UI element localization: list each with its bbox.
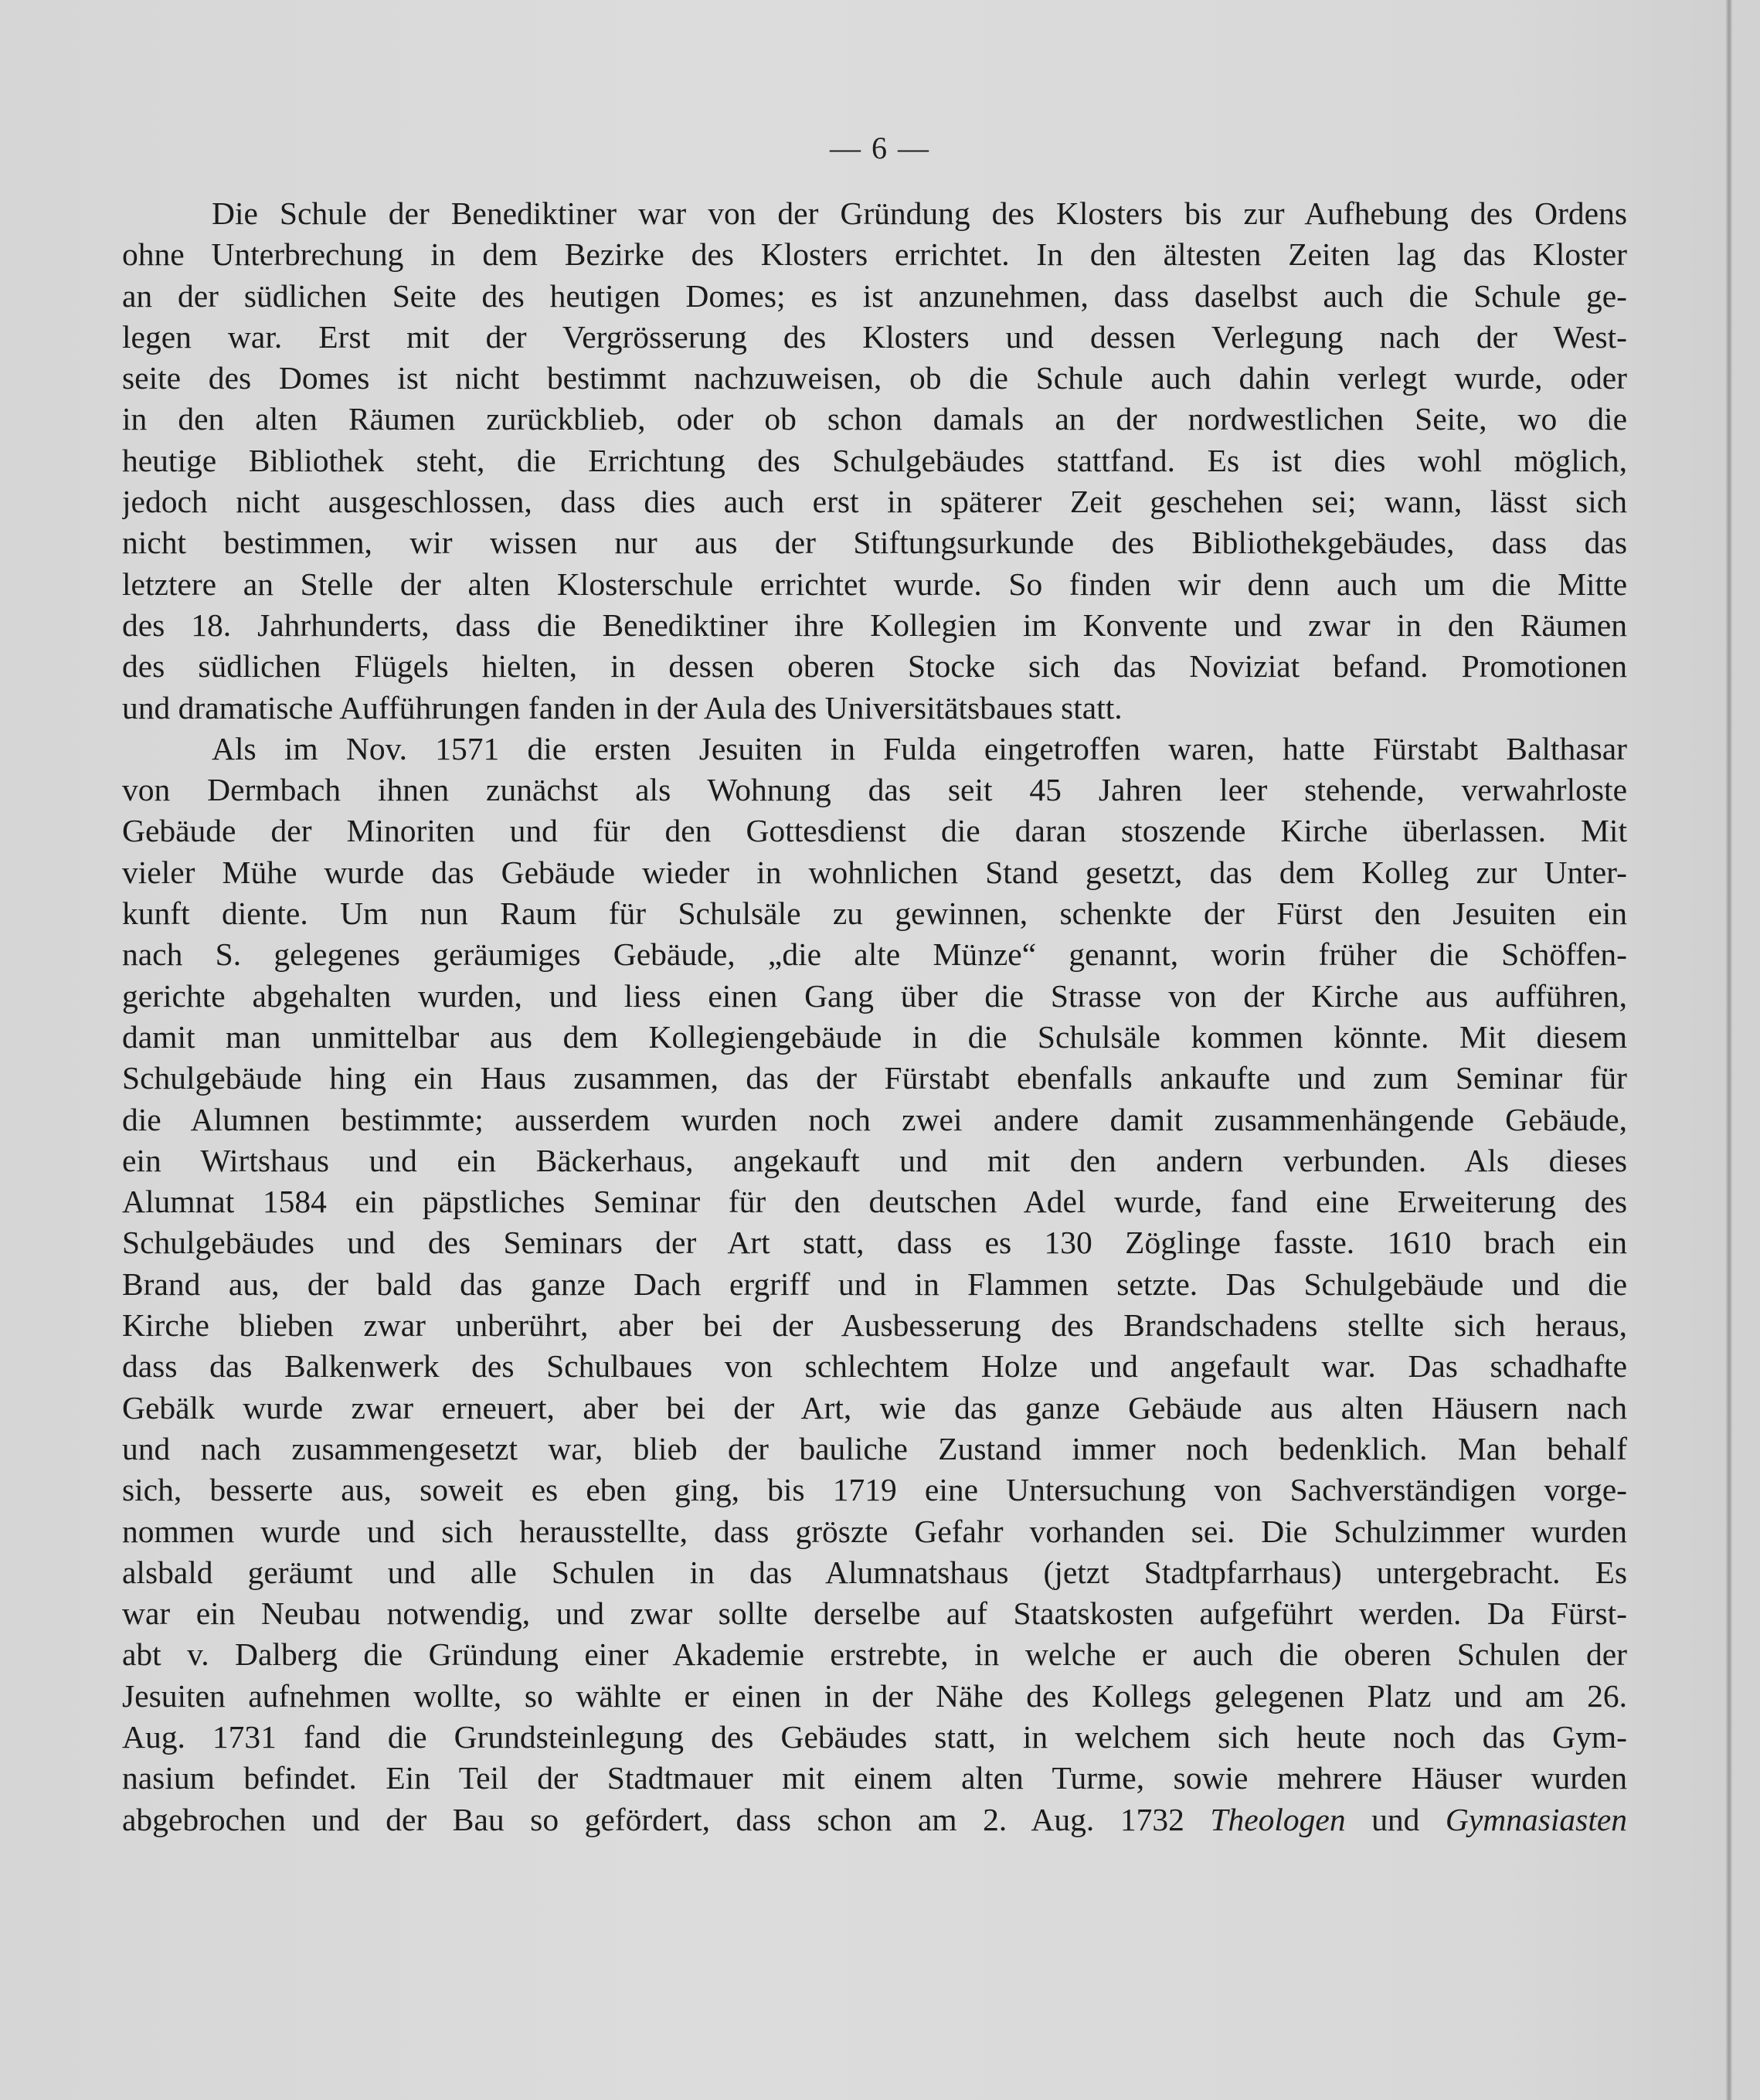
text-line: nasium befindet. Ein Teil der Stadtmauer mit einem alten Turme, sowie mehrere Häuser wurden bbox=[122, 1760, 1627, 1796]
text-line: an der südlichen Seite des heutigen Domes; es ist anzunehmen, dass daselbst auch die Schule ge- bbox=[122, 277, 1627, 314]
text-line: kunft diente. Um nun Raum für Schulsäle zu gewinnen, schenkte der Fürst den Jesuiten ein bbox=[122, 895, 1627, 932]
text-line: Die Schule der Benediktiner war von der Gründung des Klosters bis zur Aufhebung des Ordens bbox=[212, 195, 1627, 231]
text-line: legen war. Erst mit der Vergrösserung des Klosters und dessen Verlegung nach der West- bbox=[122, 318, 1627, 355]
text-line: Schulgebäude hing ein Haus zusammen, das der Fürstabt ebenfalls ankaufte und zum Seminar für bbox=[122, 1060, 1627, 1096]
text-line: vieler Mühe wurde das Gebäude wieder in wohnlichen Stand gesetzt, das dem Kolleg zur Unter- bbox=[122, 854, 1627, 890]
paragraph-1 bbox=[122, 193, 1627, 729]
final-line-text: abgebrochen und der Bau so gefördert, dass schon am 2. Aug. 1732 bbox=[122, 1801, 1184, 1837]
text-line: in den alten Räumen zurückblieb, oder ob schon damals an der nordwestlichen Seite, wo die bbox=[122, 401, 1627, 437]
body-text bbox=[122, 193, 1627, 1840]
text-line: abt v. Dalberg die Gründung einer Akademie erstrebte, in welche er auch die oberen Schulen der bbox=[122, 1636, 1627, 1673]
page-binding-edge bbox=[1726, 0, 1732, 2100]
text-line: des südlichen Flügels hielten, in dessen oberen Stocke sich das Noviziat befand. Promotionen bbox=[122, 648, 1627, 685]
text-line: und dramatische Aufführungen fanden in der Aula des Universitätsbaues statt. bbox=[122, 689, 1123, 725]
text-line: Gebälk wurde zwar erneuert, aber bei der Art, wie das ganze Gebäude aus alten Häusern nach bbox=[122, 1389, 1627, 1425]
text-line: heutige Bibliothek steht, die Errichtung des Schulgebäudes stattfand. Es ist dies wohl möglich, bbox=[122, 442, 1627, 478]
text-line: Brand aus, der bald das ganze Dach ergriff und in Flammen setzte. Das Schulgebäude und die bbox=[122, 1266, 1627, 1302]
text-line: Gebäude der Minoriten und für den Gottesdienst die daran stoszende Kirche überlassen. Mit bbox=[122, 813, 1627, 849]
text-line: jedoch nicht ausgeschlossen, dass dies auch erst in späterer Zeit geschehen sei; wann, lässt sich bbox=[122, 484, 1627, 520]
page-number: — 6 — bbox=[830, 131, 930, 165]
text-line: sich, besserte aus, soweit es eben ging, bis 1719 eine Untersuchung von Sachverständigen vorge- bbox=[122, 1472, 1627, 1508]
text-line: nach S. gelegenes geräumiges Gebäude, „die alte Münze“ genannt, worin früher die Schöffen- bbox=[122, 936, 1627, 973]
text-line: seite des Domes ist nicht bestimmt nachzuweisen, ob die Schule auch dahin verlegt wurde, oder bbox=[122, 360, 1627, 396]
text-line: Alumnat 1584 ein päpstliches Seminar für den deutschen Adel wurde, fand eine Erweiterung des bbox=[122, 1184, 1627, 1220]
text-line: damit man unmittelbar aus dem Kollegiengebäude in die Schulsäle kommen könnte. Mit diesem bbox=[122, 1018, 1627, 1055]
text-line: ohne Unterbrechung in dem Bezirke des Klosters errichtet. In den ältesten Zeiten lag das Kloster bbox=[122, 236, 1627, 273]
text-line: nommen wurde und sich herausstellte, dass gröszte Gefahr vorhanden sei. Die Schulzimmer wurden bbox=[122, 1513, 1627, 1549]
text-line: war ein Neubau notwendig, und zwar sollte derselbe auf Staatskosten aufgeführt werden. Da Fürst- bbox=[122, 1595, 1627, 1632]
text-line: Kirche blieben zwar unberührt, aber bei der Ausbesserung des Brandschadens stellte sich heraus, bbox=[122, 1307, 1627, 1344]
paragraph-2 bbox=[122, 729, 1627, 1840]
text-line: Schulgebäudes und des Seminars der Art statt, dass es 130 Zöglinge fasste. 1610 brach ein bbox=[122, 1225, 1627, 1261]
text-line: nicht bestimmen, wir wissen nur aus der Stiftungsurkunde des Bibliothekgebäudes, dass das bbox=[122, 525, 1627, 561]
text-line-final bbox=[122, 1799, 1627, 1840]
text-line: Als im Nov. 1571 die ersten Jesuiten in Fulda eingetroffen waren, hatte Fürstabt Balthasar bbox=[212, 730, 1627, 766]
italic-word-theologen: Theologen bbox=[1210, 1801, 1346, 1837]
text-line: ein Wirtshaus und ein Bäckerhaus, angekauft und mit den andern verbunden. Als dieses bbox=[122, 1142, 1627, 1178]
text-line: des 18. Jahrhunderts, dass die Benediktiner ihre Kollegien im Konvente und zwar in den Räumen bbox=[122, 607, 1627, 643]
text-line: dass das Balkenwerk des Schulbaues von schlechtem Holze und angefault war. Das schadhafte bbox=[122, 1348, 1627, 1385]
text-line: von Dermbach ihnen zunächst als Wohnung das seit 45 Jahren leer stehende, verwahrloste bbox=[122, 772, 1627, 808]
text-line: die Alumnen bestimmte; ausserdem wurden noch zwei andere damit zusammenhängende Gebäude, bbox=[122, 1101, 1627, 1137]
text-line: alsbald geräumt und alle Schulen in das Alumnatshaus (jetzt Stadtpfarrhaus) untergebracht. Es bbox=[122, 1554, 1627, 1590]
text-line: Jesuiten aufnehmen wollte, so wählte er einen in der Nähe des Kollegs gelegenen Platz und am 26. bbox=[122, 1677, 1627, 1714]
text-line: Aug. 1731 fand die Grundsteinlegung des Gebäudes statt, in welchem sich heute noch das Gym- bbox=[122, 1718, 1627, 1755]
final-line-conjunction: und bbox=[1371, 1801, 1420, 1837]
text-line: und nach zusammengesetzt war, blieb der bauliche Zustand immer noch bedenklich. Man behalf bbox=[122, 1430, 1627, 1466]
text-line: letztere an Stelle der alten Klosterschule errichtet wurde. So finden wir denn auch um die Mitte bbox=[122, 566, 1627, 602]
page-edge-outer bbox=[1732, 0, 1760, 2100]
italic-word-gymnasiasten: Gymnasiasten bbox=[1445, 1801, 1627, 1837]
text-line: gerichte abgehalten wurden, und liess einen Gang über die Strasse von der Kirche aus aufführen, bbox=[122, 977, 1627, 1014]
